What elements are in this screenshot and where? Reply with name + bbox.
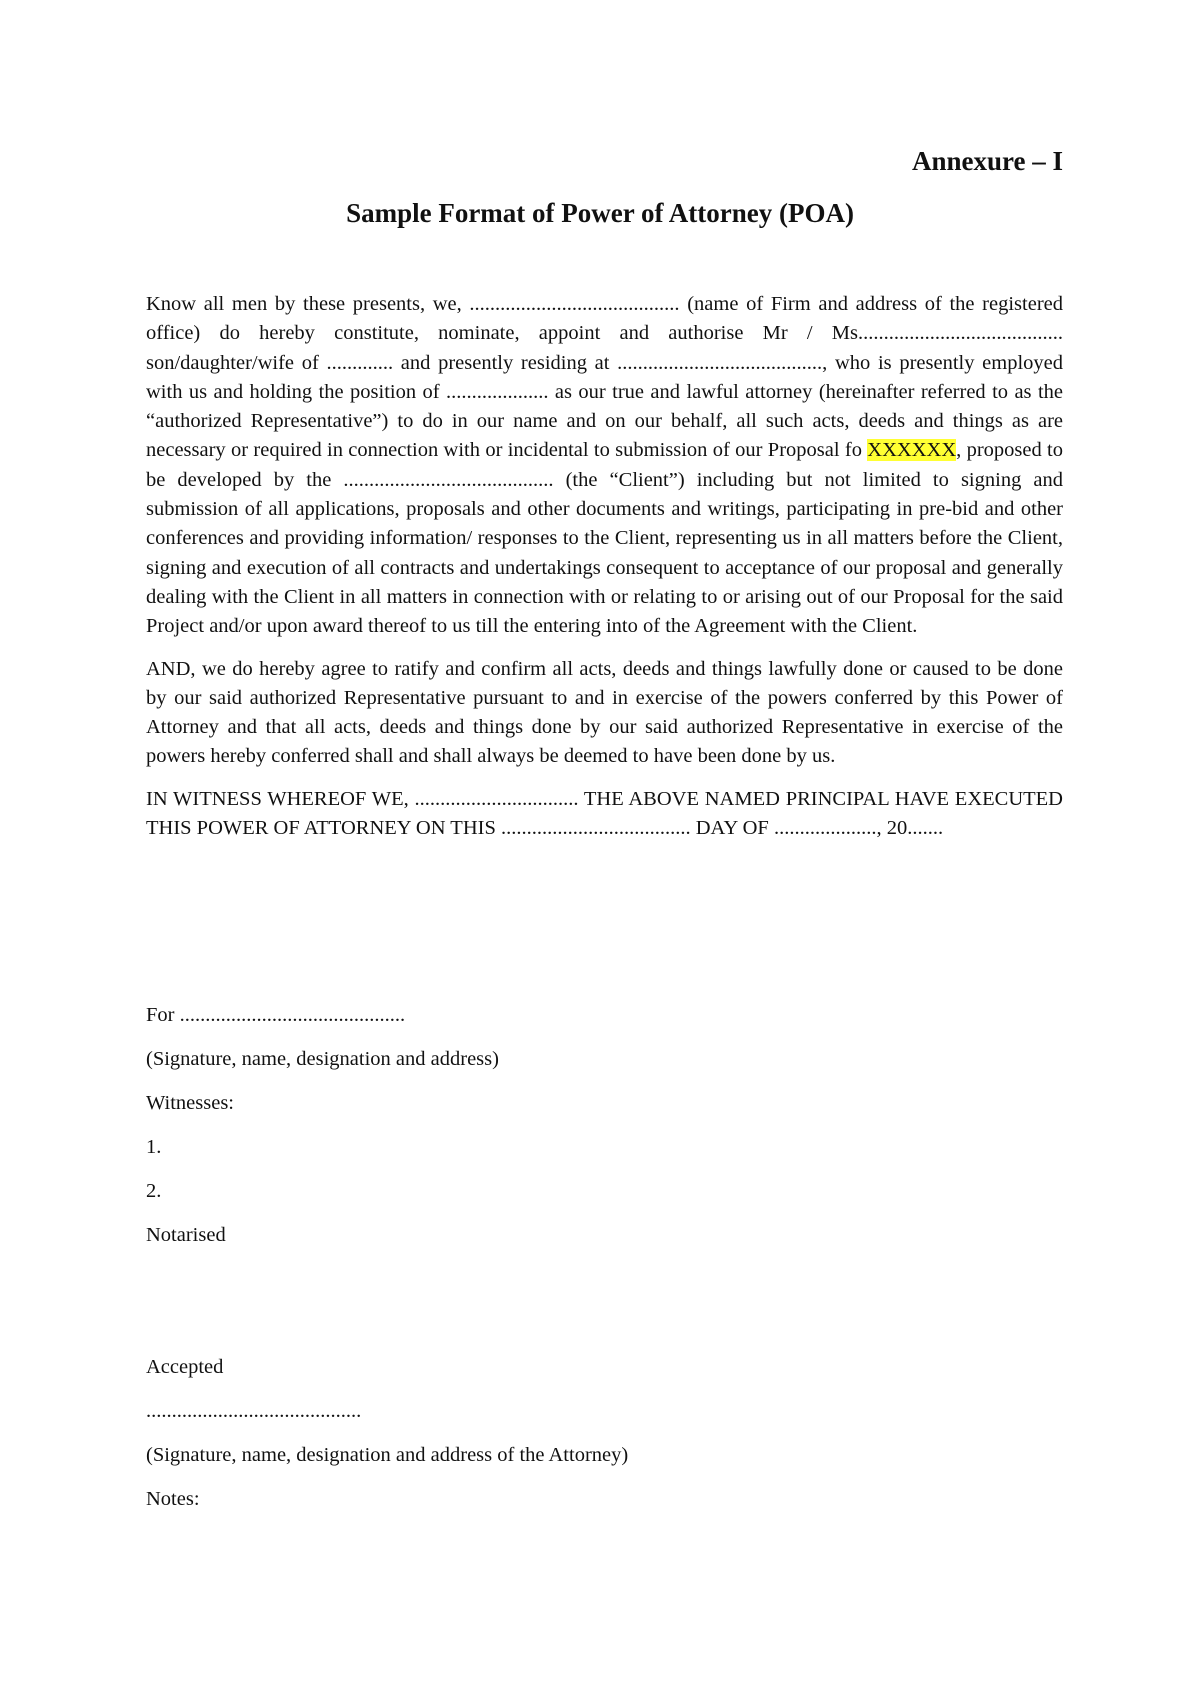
annexure-label: Annexure – I bbox=[911, 146, 1063, 176]
paragraph-appointment-part2: , proposed to be developed by the ......................................... (the “Client”) including but not limited to signing and submission of all applications, proposals and other documents and writings, participating in pre-bid and other conferences and providing information/ responses to the Client, representing us in all matters before the Client, signing and execution of all contracts and undertakings consequent to acceptance of our proposal and generally dealing with the Client in all matters in connection with or relating to or arising out of our Proposal for the said Project and/or upon award thereof to us till the entering into of the Agreement with the Client. bbox=[146, 439, 1063, 638]
paragraph-appointment bbox=[146, 290, 1063, 642]
document-title: Sample Format of Power of Attorney (POA) bbox=[346, 198, 854, 228]
principal-signature-caption: (Signature, name, designation and address) bbox=[146, 1048, 499, 1070]
witness-1: 1. bbox=[146, 1136, 162, 1158]
highlighted-placeholder: XXXXXX bbox=[867, 439, 957, 462]
accepted-label: Accepted bbox=[146, 1356, 224, 1378]
witness-2: 2. bbox=[146, 1180, 162, 1202]
witnesses-label: Witnesses: bbox=[146, 1092, 234, 1114]
paragraph-witness-whereof: IN WITNESS WHEREOF WE, ................................ THE ABOVE NAMED PRINCIPAL HAVE EXECUTED THIS POWER OF ATTORNEY ON THIS ..................................... DAY OF ...................., 20....... bbox=[146, 787, 1063, 840]
attorney-signature-caption: (Signature, name, designation and address of the Attorney) bbox=[146, 1444, 629, 1466]
notarised-label: Notarised bbox=[146, 1224, 226, 1246]
notes-label: Notes: bbox=[146, 1488, 200, 1510]
paragraph-appointment-part1: Know all men by these presents, we, ......................................... (name of Firm and address of the registered office) do hereby constitute, nominate, appoint and authorise Mr / Ms........................................ son/daughter/wife of ............. and presently residing at ........................................, who is presently employed with us and holding the position of .................... as our true and lawful attorney (hereinafter referred to as the “authorized Representative”) to do in our name and on our behalf, all such acts, deeds and things as are necessary or required in connection with or incidental to submission of our Proposal fo bbox=[146, 293, 1063, 462]
paragraph-ratify: AND, we do hereby agree to ratify and confirm all acts, deeds and things lawfully done or caused to be done by our said authorized Representative pursuant to and in exercise of the powers conferred by this Power of Attorney and that all acts, deeds and things done by our said authorized Representative in exercise of the powers hereby conferred shall and shall always be deemed to have been done by us. bbox=[146, 657, 1063, 768]
attorney-signature-line: .......................................... bbox=[146, 1400, 362, 1422]
document-body bbox=[146, 290, 1063, 843]
for-line: For ............................................ bbox=[146, 1004, 406, 1026]
